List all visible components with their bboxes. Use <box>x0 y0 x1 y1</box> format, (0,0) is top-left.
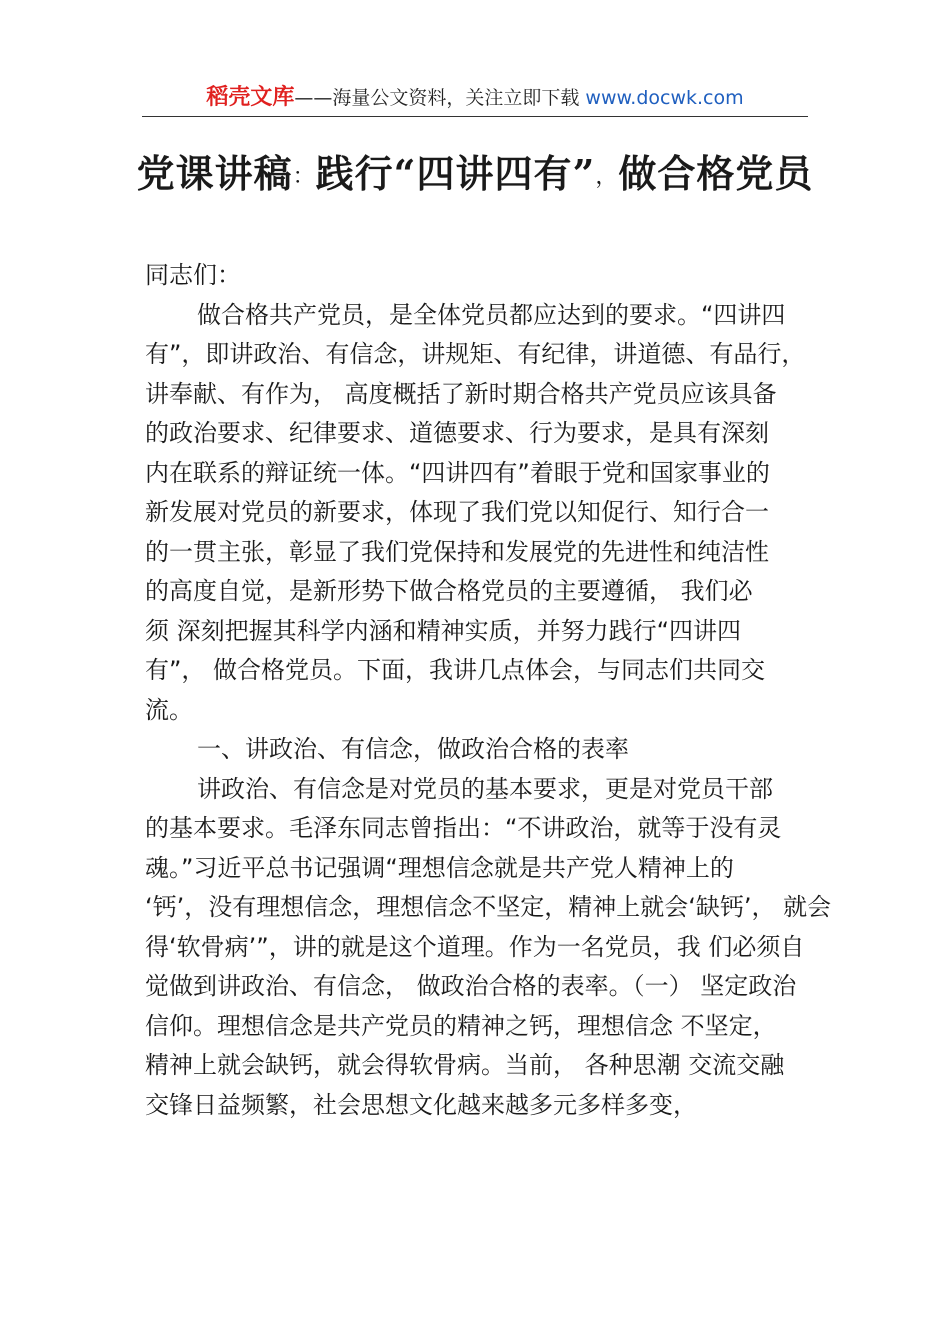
body-line: 流。 <box>145 695 193 724</box>
body-line: 精神上就会缺钙，就会得软骨病。当前， 各种思潮 交流交融 <box>145 1051 785 1079</box>
body-line: 觉做到讲政治、有信念， 做政治合格的表率。（一） 坚定政治 <box>145 972 797 1000</box>
body-line: 内在联系的辩证统一体。“四讲四有”着眼于党和国家事业的 <box>145 458 770 487</box>
body-line: 讲政治、有信念是对党员的基本要求，更是对党员干部 <box>197 774 773 803</box>
title-part-2: 践行“四讲四有” <box>315 151 596 196</box>
body-line: 得‘软骨病’”，讲的就是这个道理。作为一名党员，我 们必须自 <box>145 932 805 961</box>
body-line: 有”，即讲政治、有信念，讲规矩、有纪律，讲道德、有品行， <box>145 340 806 368</box>
body-line: 交锋日益频繁，社会思想文化越来越多元多样多变， <box>145 1090 697 1119</box>
title-part-1: 党课讲稿 <box>136 151 293 196</box>
body-line: 的政治要求、纪律要求、道德要求、行为要求，是具有深刻 <box>145 419 769 447</box>
title-separator-2: ， <box>595 164 619 190</box>
body-line: ‘钙’，没有理想信念，理想信念不坚定，精神上就会‘缺钙’， 就会 <box>145 893 832 921</box>
header-tagline: ——海量公文资料，关注立即下载 <box>294 87 586 109</box>
page-header <box>0 84 950 112</box>
body-line: 的一贯主张，彰显了我们党保持和发展党的先进性和纯洁性 <box>145 537 769 566</box>
body-line: 魂。”习近平总书记强调“理想信念就是共产党人精神上的 <box>145 853 734 882</box>
section-heading: 一、讲政治、有信念，做政治合格的表率 <box>197 735 629 763</box>
title-separator-1: ： <box>292 164 316 190</box>
brand-name: 稻壳文库 <box>206 85 295 110</box>
body-line: 须 深刻把握其科学内涵和精神实质，并努力践行“四讲四 <box>145 616 742 645</box>
body-line: 的基本要求。毛泽东同志曾指出：“不讲政治，就等于没有灵 <box>145 814 782 842</box>
document-body <box>145 256 832 1125</box>
header-divider <box>142 116 808 117</box>
document-title <box>0 146 950 206</box>
body-line: 的高度自觉，是新形势下做合格党员的主要遵循， 我们必 <box>145 577 753 605</box>
body-line: 讲奉献、有作为， 高度概括了新时期合格共产党员应该具备 <box>145 379 777 408</box>
salutation: 同志们： <box>145 261 241 289</box>
body-line: 信仰。理想信念是共产党员的精神之钙，理想信念 不坚定， <box>145 1011 777 1040</box>
title-part-3: 做合格党员 <box>618 151 814 196</box>
body-line: 做合格共产党员，是全体党员都应达到的要求。“四讲四 <box>197 300 786 329</box>
body-line: 有”， 做合格党员。下面，我讲几点体会，与同志们共同交 <box>145 656 766 684</box>
site-link[interactable]: www.docwk.com <box>585 87 744 109</box>
body-line: 新发展对党员的新要求，体现了我们党以知促行、知行合一 <box>145 498 769 526</box>
